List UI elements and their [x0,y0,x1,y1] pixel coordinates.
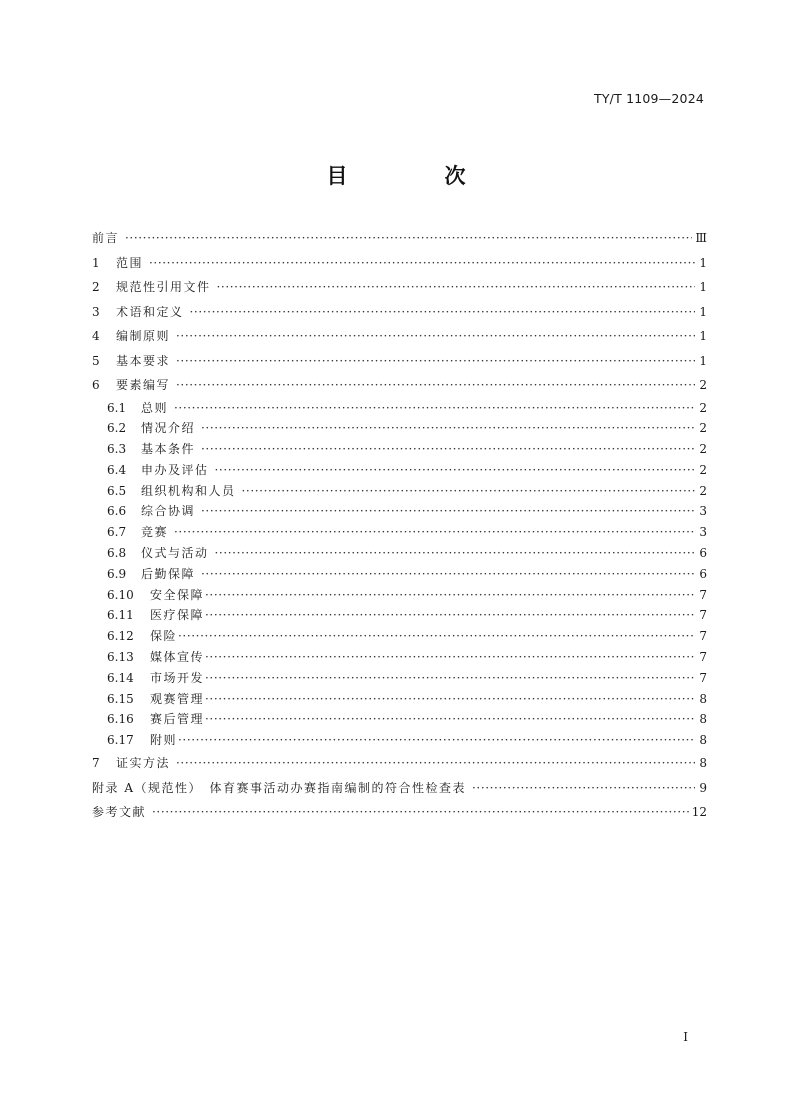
toc-entry-bibliography[interactable] [92,800,707,825]
toc-leader-dots [201,439,695,460]
toc-leader-dots [242,481,695,502]
toc-entry-label: 编制原则 [116,329,171,343]
toc-entry-page: 2 [699,421,707,436]
toc-entry-6-13[interactable] [92,647,707,668]
toc-leader-dots [205,668,695,689]
toc-entry-page: 6 [699,566,707,581]
toc-leader-dots [201,501,695,522]
toc-entry-6-2[interactable] [92,418,707,439]
toc-entry-page: 7 [699,629,707,644]
table-of-contents [92,226,707,825]
toc-entry-6-4[interactable] [92,460,707,481]
toc-entry-page: 8 [699,691,707,706]
toc-entry-label: 市场开发 [150,670,205,685]
toc-entry-number: 6.2 [107,421,127,436]
toc-entry-label: 总则 [141,400,169,415]
toc-entry-label: 基本条件 [141,442,196,457]
toc-entry-page: 6 [699,546,707,561]
toc-entry-label: 附则 [150,733,178,748]
toc-entry-page: 12 [691,805,707,820]
toc-entry-page: 8 [699,712,707,727]
toc-leader-dots [176,324,695,349]
toc-entry-6-6[interactable] [92,501,707,522]
toc-leader-dots [201,418,695,439]
toc-entry-page: 2 [699,442,707,457]
toc-leader-dots [205,585,695,606]
toc-entry-6-3[interactable] [92,439,707,460]
toc-entry-7[interactable] [92,751,707,776]
toc-entry-number: 6.7 [107,525,127,540]
toc-leader-dots [205,605,695,626]
toc-entry-6-8[interactable] [92,543,707,564]
toc-entry-page: 2 [699,400,707,415]
toc-entry-label: 参考文献 [92,805,147,820]
toc-leader-dots [205,709,695,730]
toc-entry-foreword[interactable] [92,226,707,251]
toc-entry-6-9[interactable] [92,564,707,585]
toc-leader-dots [178,626,695,647]
toc-entry-number: 6 [92,378,100,392]
toc-entry-label: 竞赛 [141,525,169,540]
toc-entry-number: 5 [92,353,100,368]
toc-leader-dots [152,800,689,825]
toc-entry-number: 6.13 [107,650,134,665]
toc-entry-page: 1 [699,255,707,270]
toc-leader-dots [176,751,695,776]
toc-entry-page: 1 [699,280,707,294]
toc-entry-6-16[interactable] [92,709,707,730]
toc-leader-dots [201,564,695,585]
toc-entry-label: 医疗保障 [150,608,205,623]
toc-leader-dots [125,226,692,251]
toc-entry-number: 6.9 [107,566,127,581]
toc-leader-dots [205,647,695,668]
toc-entry-number: 6.14 [107,670,134,685]
toc-entry-6-5[interactable] [92,481,707,502]
toc-entry-number: 6.16 [107,712,134,727]
page-number: I [683,1030,688,1044]
toc-entry-label: 申办及评估 [141,462,209,477]
toc-entry-page: 8 [699,756,707,771]
toc-entry-label: 附录 A（规范性） 体育赛事活动办赛指南编制的符合性检查表 [92,780,466,795]
toc-leader-dots [472,776,695,801]
toc-entry-number: 6.4 [107,462,127,477]
toc-leader-dots [205,689,695,710]
toc-entry-3[interactable] [92,300,707,325]
toc-entry-number: 3 [92,304,100,319]
toc-entry-label: 规范性引用文件 [116,280,211,294]
toc-entry-page: 3 [699,525,707,540]
toc-entry-page: 7 [699,587,707,602]
toc-entry-page: 2 [699,378,707,392]
toc-entry-number: 6.1 [107,400,127,415]
toc-entry-6-17[interactable] [92,730,707,751]
toc-entry-page: 1 [699,353,707,368]
toc-entry-label: 综合协调 [141,504,196,519]
toc-entry-label: 安全保障 [150,587,205,602]
toc-leader-dots [174,522,695,543]
toc-entry-page: 8 [699,733,707,748]
toc-entry-6[interactable] [92,373,707,398]
toc-entry-4[interactable] [92,324,707,349]
toc-leader-dots [215,460,695,481]
toc-entry-page: Ⅲ [695,231,707,245]
toc-entry-page: 7 [699,670,707,685]
toc-leader-dots [174,398,695,419]
toc-entry-6-11[interactable] [92,605,707,626]
toc-entry-label: 媒体宣传 [150,650,205,665]
toc-entry-label: 后勤保障 [141,566,196,581]
toc-entry-6-14[interactable] [92,668,707,689]
toc-leader-dots [215,543,695,564]
toc-entry-appendix-a[interactable] [92,776,707,801]
toc-entry-page: 7 [699,608,707,623]
toc-entry-6-15[interactable] [92,689,707,710]
toc-entry-number: 1 [92,255,100,270]
toc-entry-page: 1 [699,329,707,343]
toc-entry-number: 6.17 [107,733,134,748]
toc-leader-dots [176,349,695,374]
toc-entry-number: 6.6 [107,504,127,519]
toc-entry-number: 6.10 [107,587,134,602]
toc-leader-dots [178,730,695,751]
toc-entry-6-12[interactable] [92,626,707,647]
toc-entry-page: 3 [699,504,707,519]
toc-entry-number: 6.15 [107,691,134,706]
toc-entry-label: 前言 [92,231,120,245]
toc-entry-label: 组织机构和人员 [141,483,236,498]
toc-entry-page: 9 [699,780,707,795]
toc-entry-page: 7 [699,650,707,665]
toc-leader-dots [149,251,695,276]
standard-code: TY/T 1109—2024 [593,91,704,106]
toc-entry-label: 证实方法 [116,756,171,771]
toc-entry-number: 6.11 [107,608,134,623]
toc-entry-6-10[interactable] [92,585,707,606]
toc-entry-label: 仪式与活动 [141,546,209,561]
toc-entry-page: 1 [699,304,707,319]
toc-entry-label: 赛后管理 [150,712,205,727]
toc-entry-label: 范围 [116,255,144,270]
toc-entry-label: 情况介绍 [141,421,196,436]
toc-entry-number: 6.8 [107,546,127,561]
toc-entry-label: 基本要求 [116,353,171,368]
toc-entry-1[interactable] [92,251,707,276]
toc-leader-dots [176,373,695,398]
toc-leader-dots [217,275,695,300]
toc-entry-5[interactable] [92,349,707,374]
toc-entry-page: 2 [699,462,707,477]
toc-entry-label: 保险 [150,629,178,644]
toc-entry-label: 观赛管理 [150,691,205,706]
toc-entry-6-1[interactable] [92,398,707,419]
toc-entry-label: 术语和定义 [116,304,184,319]
page-title: 目 次 [326,164,504,188]
toc-entry-number: 6.12 [107,629,134,644]
toc-leader-dots [190,300,695,325]
toc-entry-number: 6.3 [107,442,127,457]
toc-entry-number: 6.5 [107,483,127,498]
toc-entry-2[interactable] [92,275,707,300]
toc-entry-page: 2 [699,483,707,498]
toc-entry-6-7[interactable] [92,522,707,543]
toc-entry-label: 要素编写 [116,378,171,392]
toc-entry-number: 2 [92,280,100,294]
toc-entry-number: 7 [92,756,100,771]
toc-entry-number: 4 [92,329,100,343]
